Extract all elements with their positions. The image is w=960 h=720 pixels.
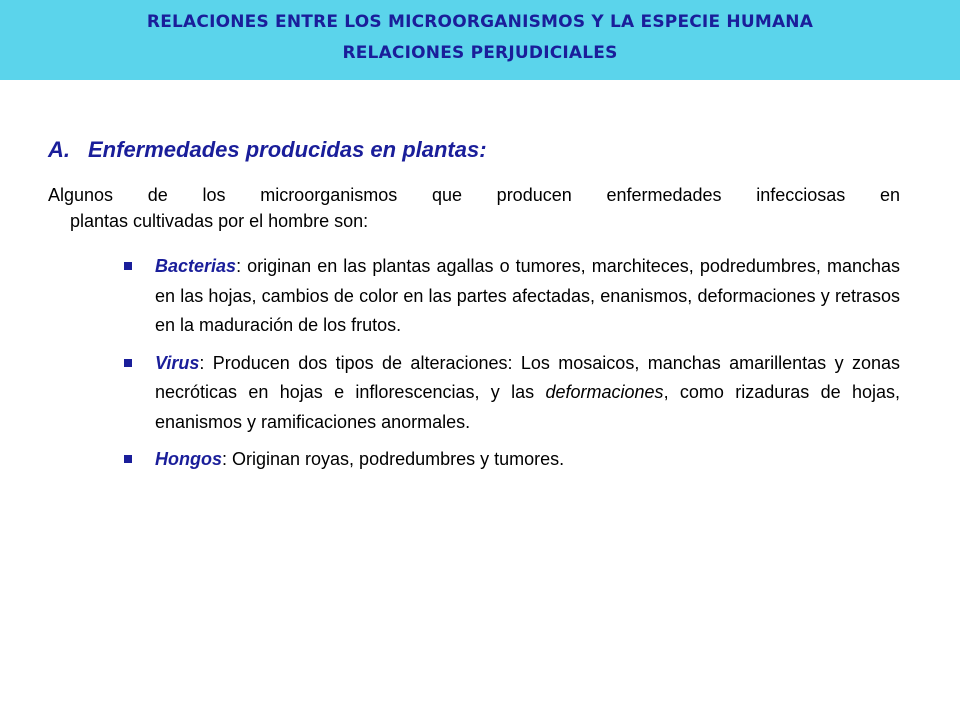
slide-subtitle: RELACIONES PERJUDICIALES (342, 43, 618, 63)
title-banner (0, 0, 960, 80)
description-hongos: : Originan royas, podredumbres y tumores. (222, 449, 565, 469)
intro-line-1: Algunos de los microorganismos que producen enfermedades infecciosas en (48, 185, 900, 205)
slide-title: RELACIONES ENTRE LOS MICROORGANISMOS Y LA ESPECIE HUMANA (146, 12, 814, 32)
term-virus: Virus (155, 352, 200, 373)
term-deformaciones: deformaciones (545, 382, 664, 402)
description-bacterias: : originan en las plantas agallas o tumores, marchiteces, podredumbres, manchas en las hojas, cambios de color en las partes afectadas, enanismos, deformaciones y retrasos en la maduración de los frutos. (155, 256, 900, 335)
section-heading-text: Enfermedades producidas en plantas: (88, 137, 487, 162)
list-item-hongos (124, 445, 900, 475)
square-bullet-icon (124, 262, 132, 270)
section-heading (48, 137, 487, 163)
square-bullet-icon (124, 359, 132, 367)
intro-line-2: plantas cultivadas por el hombre son: (70, 211, 369, 231)
list-item-bacterias (124, 252, 900, 341)
section-letter: A. (48, 137, 70, 162)
intro-paragraph (48, 182, 900, 234)
description-virus-part1: : Producen dos tipos de alteraciones: Los mosaicos, manchas amarillentas y zonas necróticas en hojas e inflorescencias, y las (155, 352, 900, 402)
description-virus-part2: , como rizaduras de hojas, enanismos y ramificaciones anormales. (155, 382, 900, 432)
term-hongos: Hongos (155, 449, 222, 469)
term-bacterias: Bacterias (155, 256, 237, 276)
organism-list (124, 252, 900, 483)
square-bullet-icon (124, 455, 132, 463)
list-item-virus (124, 349, 900, 438)
